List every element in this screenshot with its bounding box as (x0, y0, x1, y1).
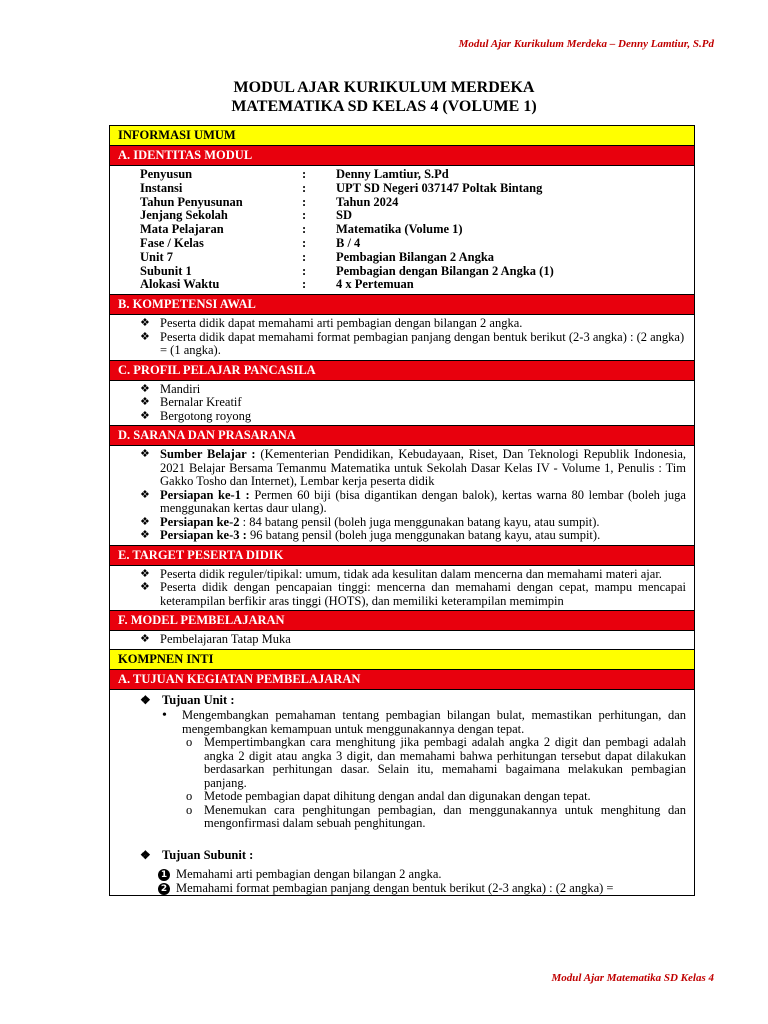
target-section (110, 566, 694, 612)
identitas-colon: : (302, 208, 307, 223)
tujuan-sub-item: o Menemukan cara penghitungan pembagian, dan menggunakannya untuk menghitung dan mengonfirmasi dalam sebuah penghitungan. (186, 804, 686, 831)
sarana-label: Persiapan ke-1 : (160, 487, 250, 502)
identitas-value: Pembagian dengan Bilangan 2 Angka (1) (336, 263, 554, 278)
identitas-key: Mata Pelajaran (140, 222, 224, 237)
title-line-2: MATEMATIKA SD KELAS 4 (VOLUME 1) (231, 98, 537, 115)
sarana-label: Persiapan ke-2 (160, 514, 240, 529)
kompetensi-item: ❖ Peserta didik dapat memahami arti pembagian dengan bilangan 2 angka. (140, 317, 686, 331)
target-list (118, 568, 686, 609)
identitas-key: Subunit 1 (140, 263, 192, 278)
tujuan-section (110, 690, 694, 896)
sarana-label: Sumber Belajar : (160, 447, 256, 462)
sarana-text: Permen 60 biji (bisa digantikan dengan balok), kertas warna 80 lembar (boleh juga menggunakan kertas daur ulang). (160, 487, 686, 516)
identitas-colon: : (302, 194, 307, 209)
profil-section (110, 381, 694, 427)
identitas-list (110, 166, 694, 295)
sarana-band: D. SARANA DAN PRASARANA (110, 426, 694, 446)
identitas-row (140, 251, 694, 265)
model-item: ❖ Pembelajaran Tatap Muka (140, 633, 686, 647)
identitas-row (140, 223, 694, 237)
identitas-colon: : (302, 263, 307, 278)
identitas-value: Pembagian Bilangan 2 Angka (336, 249, 495, 264)
identitas-colon: : (302, 180, 307, 195)
target-band: E. TARGET PESERTA DIDIK (110, 546, 694, 566)
identitas-modul-band: A. IDENTITAS MODUL (110, 146, 694, 166)
sarana-text: : 84 batang pensil (boleh juga menggunakan batang kayu, atau sumpit). (239, 514, 600, 529)
profil-item: ❖ Mandiri (140, 383, 686, 397)
number-badge-icon: 2 (158, 883, 170, 895)
identitas-value: Tahun 2024 (336, 194, 399, 209)
informasi-umum-band: INFORMASI UMUM (110, 126, 694, 146)
tujuan-subunit-item (158, 868, 686, 882)
identitas-value: Denny Lamtiur, S.Pd (336, 167, 449, 181)
tujuan-sub-item: o Mempertimbangkan cara menghitung jika pembagi adalah angka 2 digit dan pembagi adalah angka 2 digit atau angka 3 digit, dan memahami bahwa perhitungan tersebut dapat dilakukan berdasarkan perhitungan dasar. Selain itu, memahami bagaimana melakukan pembagian panjang. (186, 736, 686, 790)
sarana-text: 96 batang pensil (boleh juga menggunakan batang kayu, atau sumpit). (246, 528, 601, 543)
sarana-item (140, 448, 686, 489)
tujuan-sub-item: o Metode pembagian dapat dihitung dengan andal dan digunakan dengan tepat. (186, 790, 686, 804)
identitas-key: Unit 7 (140, 249, 173, 264)
number-badge-icon: 1 (158, 869, 170, 881)
tujuan-subunit-heading: ❖ Tujuan Subunit : (140, 847, 254, 862)
kompetensi-section (110, 315, 694, 361)
tujuan-subunit-text: Memahami format pembagian panjang dengan bentuk berikut (2-3 angka) : (2 angka) = (176, 880, 614, 895)
identitas-value: SD (336, 208, 352, 223)
identitas-value: Matematika (Volume 1) (336, 222, 463, 237)
tujuan-subunit-list (118, 868, 686, 895)
identitas-row (140, 182, 694, 196)
tujuan-subunit-text: Memahami arti pembagian dengan bilangan 2 angka. (176, 867, 442, 882)
sarana-section (110, 446, 694, 546)
sarana-text: (Kementerian Pendidikan, Kebudayaan, Riset, Dan Teknologi Republik Indonesia, 2021 Belajar Bersama Temanmu Matematika untuk Sekolah Dasar Kelas IV - Volume 1, Penulis : Tim Gakko Tosho dan Internet), Lembar kerja peserta didik (160, 447, 686, 489)
tujuan-subunit-item (158, 882, 686, 896)
komponen-inti-band: KOMPNEN INTI (110, 650, 694, 670)
identitas-row (140, 278, 694, 292)
tujuan-unit-list (118, 709, 686, 736)
identitas-key: Tahun Penyusunan (140, 194, 243, 209)
identitas-colon: : (302, 249, 307, 264)
model-band: F. MODEL PEMBELAJARAN (110, 611, 694, 631)
header-note: Modul Ajar Kurikulum Merdeka – Denny Lamtiur, S.Pd (458, 38, 714, 50)
sarana-list (118, 448, 686, 543)
identitas-row (140, 237, 694, 251)
profil-pancasila-band: C. PROFIL PELAJAR PANCASILA (110, 361, 694, 381)
target-item: ❖ Peserta didik dengan pencapaian tinggi: mencerna dan memahami dengan cepat, mampu mencapai keterampilan berfikir aras tinggi (HOTS), dan memiliki keterampilan memimpin (140, 581, 686, 608)
identitas-colon: : (302, 167, 307, 181)
identitas-row (140, 265, 694, 279)
target-item: ❖ Peserta didik reguler/tipikal: umum, tidak ada kesulitan dalam mencerna dan memahami materi ajar. (140, 568, 686, 582)
identitas-key: Fase / Kelas (140, 235, 204, 250)
identitas-key: Penyusun (140, 167, 193, 181)
identitas-row (140, 168, 694, 182)
diamond-icon: ❖ (140, 847, 151, 862)
module-table (109, 125, 695, 896)
tujuan-unit-heading: ❖ Tujuan Unit : (140, 692, 235, 707)
identitas-key: Alokasi Waktu (140, 277, 220, 292)
tujuan-band: A. TUJUAN KEGIATAN PEMBELAJARAN (110, 670, 694, 690)
identitas-value: UPT SD Negeri 037147 Poltak Bintang (336, 180, 543, 195)
model-list (118, 633, 686, 647)
sarana-label: Persiapan ke-3 : (160, 528, 247, 543)
identitas-colon: : (302, 277, 307, 292)
kompetensi-list (118, 317, 686, 358)
kompetensi-item: ❖ Peserta didik dapat memahami format pembagian panjang dengan bentuk berikut (2-3 angka) : (2 angka) = (1 angka). (140, 331, 686, 358)
document-title (0, 78, 768, 116)
sarana-item (140, 529, 686, 543)
identitas-colon: : (302, 235, 307, 250)
identitas-value: B / 4 (336, 235, 361, 250)
profil-item: ❖ Bernalar Kreatif (140, 396, 686, 410)
title-line-1: MODUL AJAR KURIKULUM MERDEKA (233, 79, 535, 96)
identitas-key: Instansi (140, 180, 183, 195)
identitas-key: Jenjang Sekolah (140, 208, 228, 223)
footer-note: Modul Ajar Matematika SD Kelas 4 (551, 972, 714, 984)
sarana-item (140, 516, 686, 530)
profil-item: ❖ Bergotong royong (140, 410, 686, 424)
identitas-value: 4 x Pertemuan (336, 277, 414, 292)
identitas-row (140, 209, 694, 223)
tujuan-unit-point: • Mengembangkan pemahaman tentang pembagian bilangan bulat, memastikan perhitungan, dan mengembangkan kemampuan untuk menggunakannya dengan tepat. (162, 709, 686, 736)
sarana-item (140, 489, 686, 516)
model-section (110, 631, 694, 650)
profil-list (118, 383, 686, 424)
diamond-icon: ❖ (140, 692, 151, 707)
identitas-colon: : (302, 222, 307, 237)
kompetensi-awal-band: B. KOMPETENSI AWAL (110, 295, 694, 315)
tujuan-sub-list (118, 736, 686, 831)
identitas-row (140, 196, 694, 210)
